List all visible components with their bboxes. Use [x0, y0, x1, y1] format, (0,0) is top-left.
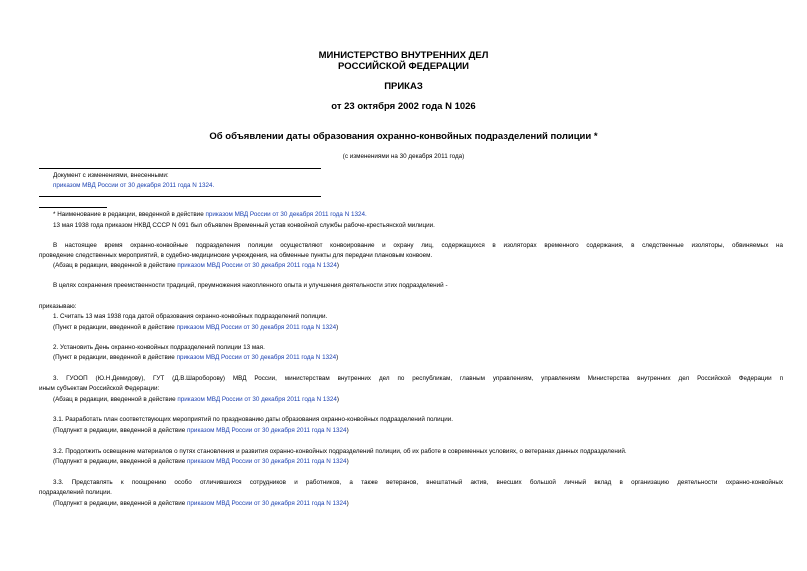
- item-3-3-line2: подразделений полиции.: [39, 489, 112, 496]
- doc-type: ПРИКАЗ: [384, 81, 423, 92]
- footnote-rule: [39, 207, 107, 208]
- doc-date-number: от 23 октября 2002 года N 1026: [331, 101, 476, 112]
- ministry-line2: РОССИЙСКОЙ ФЕДЕРАЦИИ: [337, 61, 469, 72]
- item-1: 1. Считать 13 мая 1938 года датой образования охранно-конвойных подразделений полиции.: [53, 313, 328, 320]
- purpose-paragraph: В целях сохранения преемственности традиций, преумножения накопленного опыта и улучшения деятельности этих подразделений -: [53, 282, 448, 289]
- item-1-note-link[interactable]: приказом МВД России от 30 декабря 2011 года N 1324: [176, 324, 337, 331]
- item-3-2: 3.2. Продолжить освещение материалов о путях становления и развития охранно-конвойных подразделений полиции, об их работе в современных условиях, о ветеранах данных подразделений.: [53, 448, 627, 455]
- present-note-link[interactable]: приказом МВД России от 30 декабря 2011 года N 1324: [177, 262, 337, 269]
- footnote: * Наименование в редакции, введенной в действие приказом МВД России от 30 декабря 2011 года N 1324.: [53, 211, 367, 218]
- item-3-1-note: (Подпункт в редакции, введенной в действие приказом МВД России от 30 декабря 2011 года N 1324): [53, 427, 349, 434]
- item-3-1-note-link[interactable]: приказом МВД России от 30 декабря 2011 года N 1324: [187, 427, 347, 434]
- item-3-line2: иным субъектам Российской Федерации:: [39, 385, 160, 392]
- ministry-line1: МИНИСТЕРСТВО ВНУТРЕННИХ ДЕЛ: [318, 50, 489, 61]
- item-3-3-note-link[interactable]: приказом МВД России от 30 декабря 2011 года N 1324: [187, 500, 347, 507]
- present-paragraph-line2: проведение следственных мероприятий, в судебно-медицинские учреждения, на обменные пункты для передачи плановым конвоем.: [39, 252, 433, 259]
- item-2: 2. Установить День охранно-конвойных подразделений полиции 13 мая.: [53, 344, 265, 351]
- doc-title: Об объявлении даты образования охранно-конвойных подразделений полиции *: [209, 131, 598, 142]
- divider-bottom: [39, 196, 321, 197]
- amendments-label: Документ с изменениями, внесенными:: [53, 172, 169, 179]
- item-3-note-link[interactable]: приказом МВД России от 30 декабря 2011 года N 1324: [177, 396, 337, 403]
- item-3-3-line1: 3.3. Представлять к поощрению особо отличившихся сотрудников и работников, а также ветеранов, внештатный актив, внесших большой личный вклад в организацию деятельности охранно-конвойных: [53, 479, 783, 486]
- present-paragraph-line1: В настоящее время охранно-конвойные подразделения полиции осуществляют конвоирование и охрану лиц, содержащихся в изоляторах временного содержания, в следственные изоляторы, обвиняемых на: [53, 242, 783, 249]
- changes-note: (с изменениями на 30 декабря 2011 года): [342, 153, 465, 160]
- present-note: (Абзац в редакции, введенной в действие приказом МВД России от 30 декабря 2011 года N 1324): [53, 262, 340, 269]
- item-3-line1: 3. ГУООП (Ю.Н.Демидову), ГУТ (Д.В.Шароборову) МВД России, министерствам внутренних дел по республикам, главным управлениям, управлениям Министерства внутренних дел Российской Федерации п: [53, 375, 783, 382]
- history-paragraph: 13 мая 1938 года приказом НКВД СССР N 091 был объявлен Временный устав конвойной службы рабоче-крестьянской милиции.: [53, 222, 435, 229]
- order-word: приказываю:: [39, 303, 77, 310]
- item-2-note: (Пункт в редакции, введенной в действие приказом МВД России от 30 декабря 2011 года N 1324): [53, 354, 339, 361]
- item-3-3-note: (Подпункт в редакции, введенной в действие приказом МВД России от 30 декабря 2011 года N 1324): [53, 500, 349, 507]
- item-3-note: (Абзац в редакции, введенной в действие приказом МВД России от 30 декабря 2011 года N 1324): [53, 396, 340, 403]
- item-3-2-note: (Подпункт в редакции, введенной в действие приказом МВД России от 30 декабря 2011 года N 1324): [53, 458, 349, 465]
- item-2-note-link[interactable]: приказом МВД России от 30 декабря 2011 года N 1324: [176, 354, 337, 361]
- footnote-link[interactable]: приказом МВД России от 30 декабря 2011 года N 1324.: [205, 211, 367, 218]
- divider-top: [39, 168, 321, 169]
- item-1-note: (Пункт в редакции, введенной в действие приказом МВД России от 30 декабря 2011 года N 1324): [53, 324, 339, 331]
- amendments-link[interactable]: приказом МВД России от 30 декабря 2011 года N 1324.: [53, 182, 215, 189]
- item-3-1: 3.1. Разработать план соответствующих мероприятий по празднованию даты образования охранно-конвойных подразделений полиции.: [53, 416, 454, 423]
- item-3-2-note-link[interactable]: приказом МВД России от 30 декабря 2011 года N 1324: [187, 458, 347, 465]
